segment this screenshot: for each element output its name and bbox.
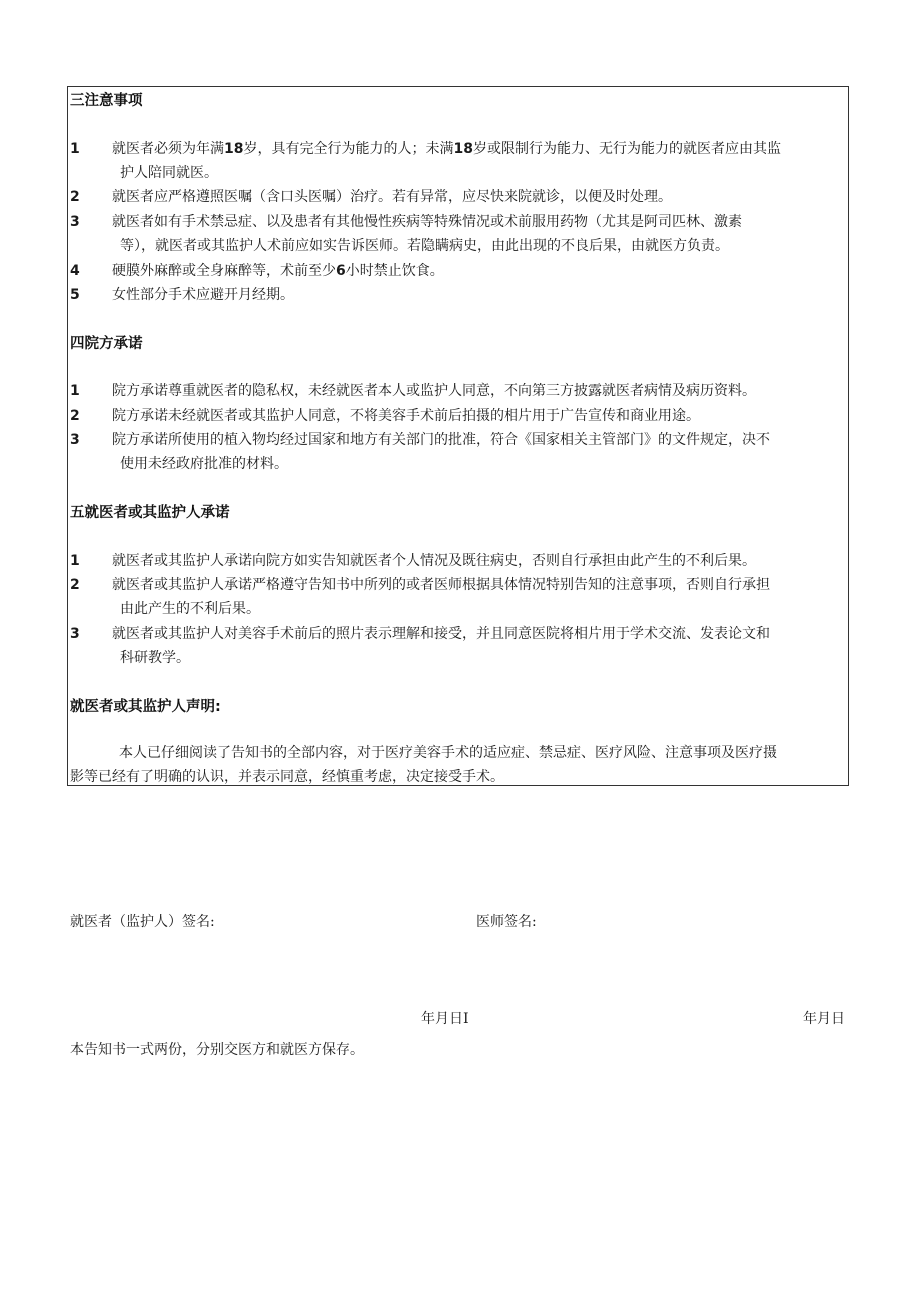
footer-note: 本告知书一式两份，分别交医方和就医方保存。 xyxy=(70,1042,364,1058)
section-5-title: 五就医者或其监护人承诺 xyxy=(70,505,230,521)
declaration-text-continued: 影等已经有了明确的认识，并表示同意，经慎重考虑，决定接受手术。 xyxy=(70,769,504,785)
item-number: 1 xyxy=(70,553,80,569)
item-text-continued: 由此产生的不利后果。 xyxy=(120,601,260,617)
item-text: 硬膜外麻醉或全身麻醉等，术前至少6小时禁止饮食。 xyxy=(112,263,444,279)
item-number: 1 xyxy=(70,141,80,157)
item-text: 就医者或其监护人承诺严格遵守告知书中所列的或者医师根据具体情况特别告知的注意事项，否则自行承担 xyxy=(112,577,770,593)
item-text-continued: 使用未经政府批准的材料。 xyxy=(120,456,288,472)
doctor-signature-label: 医师签名: xyxy=(476,914,537,930)
item-text-continued: 等），就医者或其监护人术前应如实告诉医师。若隐瞒病史，由此出现的不良后果，由就医方负责。 xyxy=(120,238,729,254)
item-number: 2 xyxy=(70,577,80,593)
declaration-title: 就医者或其监护人声明: xyxy=(70,699,221,715)
patient-signature-label: 就医者（监护人）签名: xyxy=(70,914,215,930)
item-text: 就医者应严格遵照医嘱（含口头医嘱）治疗。若有异常，应尽快来院就诊，以便及时处理。 xyxy=(112,189,672,205)
item-text-continued: 科研教学。 xyxy=(120,650,190,666)
item-number: 3 xyxy=(70,214,80,230)
item-text: 院方承诺未经就医者或其监护人同意，不将美容手术前后拍摄的相片用于广告宣传和商业用途。 xyxy=(112,408,700,424)
item-number: 2 xyxy=(70,189,80,205)
item-text: 女性部分手术应避开月经期。 xyxy=(112,287,294,303)
item-text: 院方承诺尊重就医者的隐私权，未经就医者本人或监护人同意，不向第三方披露就医者病情及病历资料。 xyxy=(112,383,756,399)
item-number: 5 xyxy=(70,287,80,303)
item-number: 3 xyxy=(70,432,80,448)
item-text: 就医者如有手术禁忌症、以及患者有其他慢性疾病等特殊情况或术前服用药物（尤其是阿司匹林、激素 xyxy=(112,214,742,230)
item-text: 就医者必须为年满18岁，具有完全行为能力的人；未满18岁或限制行为能力、无行为能力的就医者应由其监 xyxy=(112,141,781,157)
doctor-signature-date: 年月日 xyxy=(803,1011,845,1027)
item-number: 3 xyxy=(70,626,80,642)
item-number: 4 xyxy=(70,263,80,279)
item-number: 1 xyxy=(70,383,80,399)
item-text: 院方承诺所使用的植入物均经过国家和地方有关部门的批准，符合《国家相关主管部门》的文件规定，决不 xyxy=(112,432,770,448)
declaration-text: 本人已仔细阅读了告知书的全部内容，对于医疗美容手术的适应症、禁忌症、医疗风险、注意事项及医疗摄 xyxy=(119,745,777,761)
patient-signature-date: 年月日I xyxy=(421,1011,469,1027)
item-text: 就医者或其监护人对美容手术前后的照片表示理解和接受，并且同意医院将相片用于学术交流、发表论文和 xyxy=(112,626,770,642)
item-text: 就医者或其监护人承诺向院方如实告知就医者个人情况及既往病史，否则自行承担由此产生的不利后果。 xyxy=(112,553,756,569)
item-text-continued: 护人陪同就医。 xyxy=(120,165,218,181)
section-3-title: 三注意事项 xyxy=(70,93,143,109)
item-number: 2 xyxy=(70,408,80,424)
section-4-title: 四院方承诺 xyxy=(70,336,143,352)
